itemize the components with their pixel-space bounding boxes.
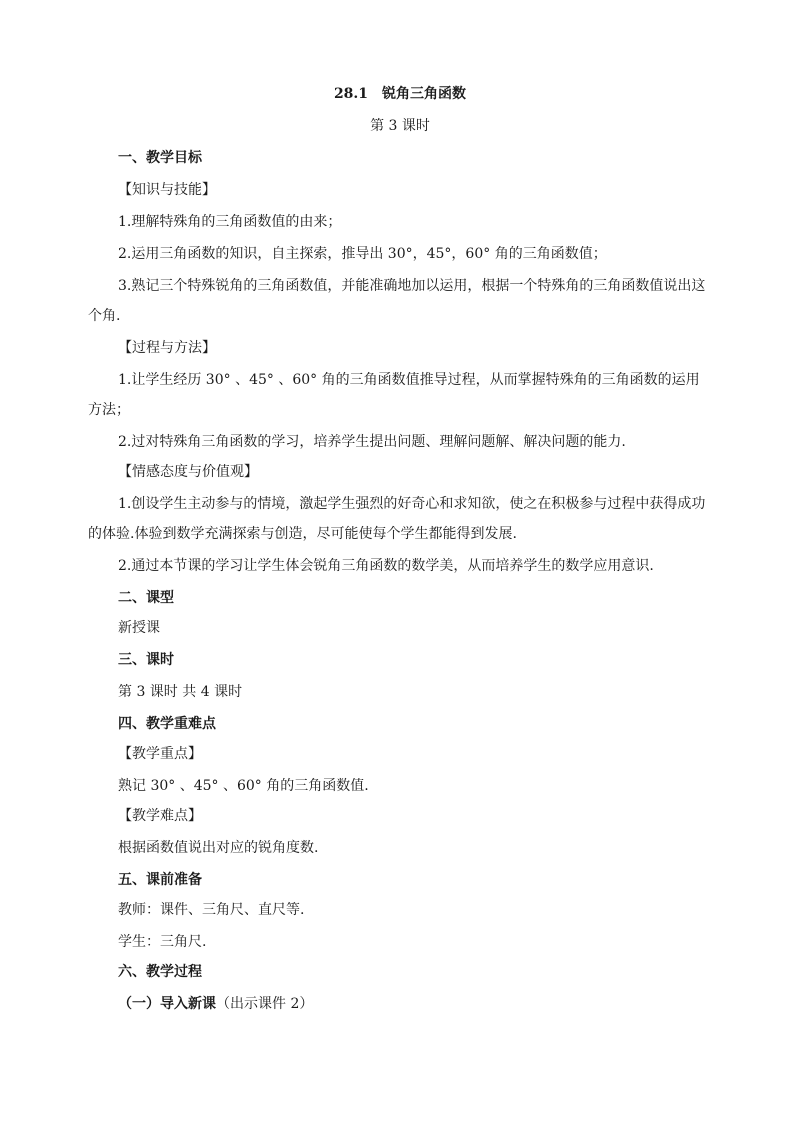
section-heading-lesson-type: 二、课型: [118, 590, 174, 606]
paragraph-line: 2.过对特殊角三角函数的学习，培养学生提出问题、理解问题解、解决问题的能力.: [118, 434, 626, 450]
paragraph-line: 第 3 课时 共 4 课时: [118, 684, 243, 700]
paragraph-line: 方法；: [88, 402, 130, 418]
paragraph-line: 1.让学生经历 30° 、45° 、60° 角的三角函数值推导过程，从而掌握特殊角的三角函数的运用: [118, 372, 700, 388]
document-subtitle: 第 3 课时: [370, 118, 430, 134]
paragraph-line: 的体验.体验到数学充满探索与创造，尽可能使每个学生都能得到发展.: [88, 526, 517, 542]
document-title: 28.1 锐角三角函数: [333, 86, 467, 102]
paragraph-line: 2.运用三角函数的知识，自主探索，推导出 30°，45°，60° 角的三角函数值；: [118, 246, 607, 262]
section-heading-periods: 三、课时: [118, 652, 174, 668]
paragraph-line: 新授课: [118, 620, 160, 636]
subsection-intro-note: （出示课件 2）: [216, 996, 314, 1012]
subheading-knowledge-skills: 【知识与技能】: [118, 182, 216, 198]
subheading-process-methods: 【过程与方法】: [118, 340, 216, 356]
paragraph-line: 1.创设学生主动参与的情境，激起学生强烈的好奇心和求知欲，使之在积极参与过程中获得成功: [118, 496, 706, 512]
paragraph-line: 3.熟记三个特殊锐角的三角函数值，并能准确地加以运用，根据一个特殊角的三角函数值说出这: [118, 278, 706, 294]
paragraph-line: 教师：课件、三角尺、直尺等.: [118, 902, 305, 918]
section-heading-objectives: 一、教学目标: [118, 150, 202, 166]
subheading-difficulties: 【教学难点】: [118, 808, 202, 824]
paragraph-line: 根据函数值说出对应的锐角度数.: [118, 840, 319, 856]
paragraph-line: 熟记 30° 、45° 、60° 角的三角函数值.: [118, 778, 369, 794]
paragraph-line: 个角.: [88, 308, 121, 324]
paragraph-line: 2.通过本节课的学习让学生体会锐角三角函数的数学美，从而培养学生的数学应用意识.: [118, 558, 654, 574]
paragraph-line: 学生：三角尺.: [118, 934, 207, 950]
section-heading-preparation: 五、课前准备: [118, 872, 202, 888]
paragraph-line: 1.理解特殊角的三角函数值的由来；: [118, 214, 342, 230]
subheading-emotions-values: 【情感态度与价值观】: [118, 464, 258, 480]
subsection-intro-title: （一）导入新课: [118, 996, 216, 1012]
section-heading-key-difficult: 四、教学重难点: [118, 716, 216, 732]
section-heading-teaching-process: 六、教学过程: [118, 964, 202, 980]
subheading-key-points: 【教学重点】: [118, 746, 202, 762]
subsection-intro: [118, 994, 688, 1014]
